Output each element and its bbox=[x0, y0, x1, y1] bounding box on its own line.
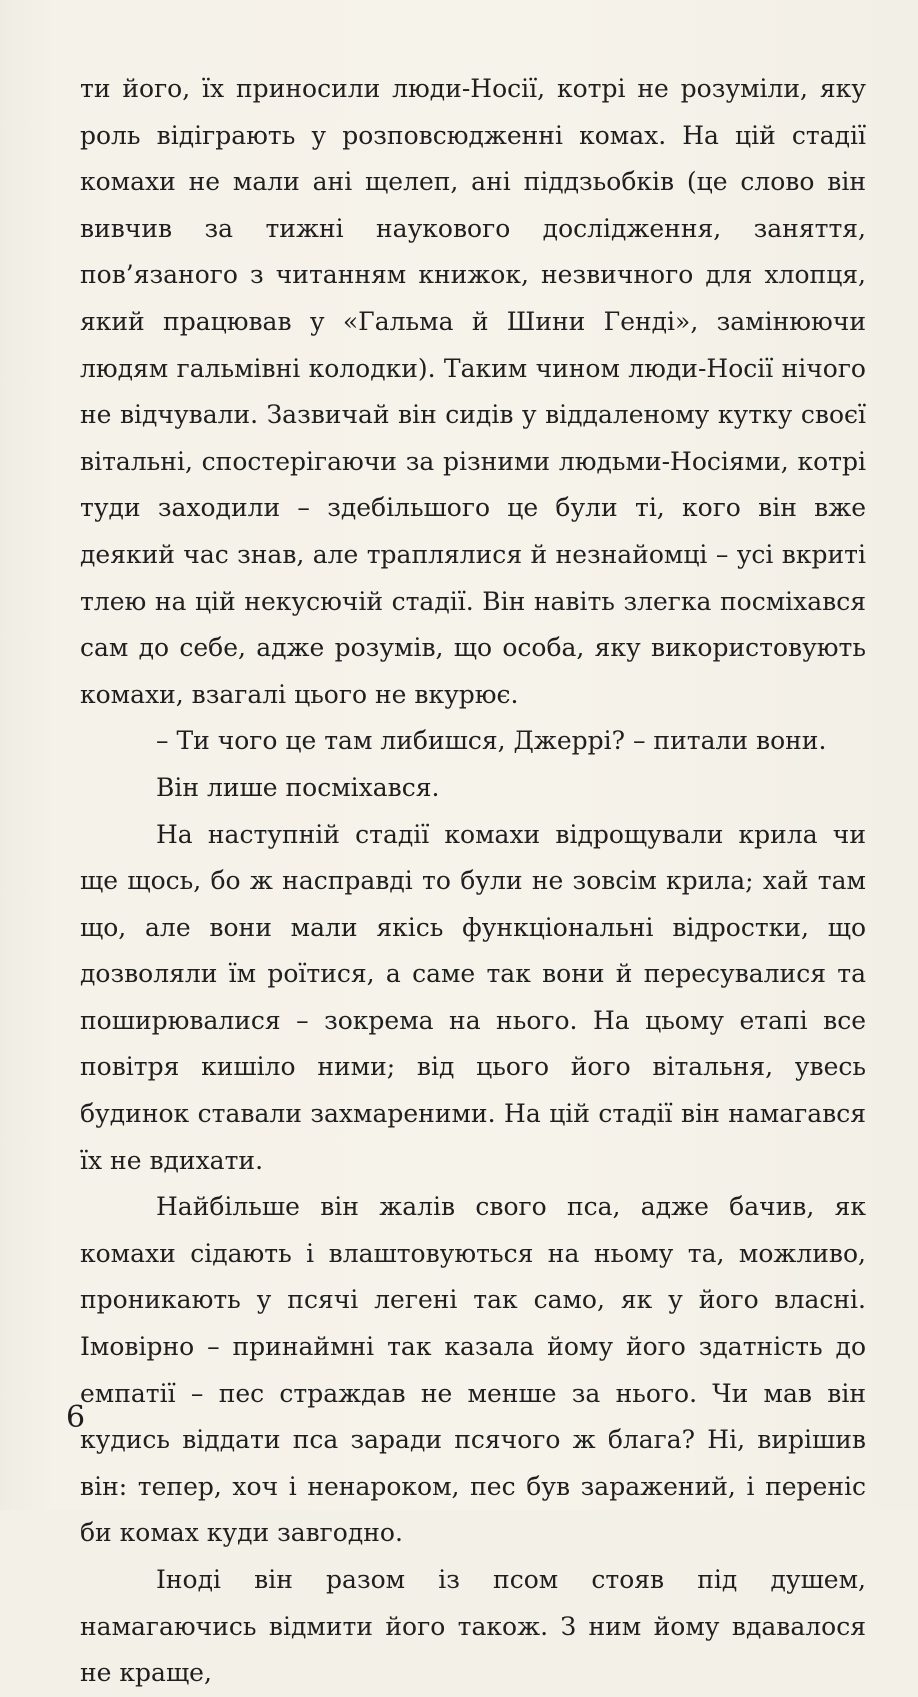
paragraph: На наступній стадії комахи відрощували крила чи ще щось, бо ж насправді то були не зовсім крила; хай там що, але вони мали якісь функціональні відростки, що дозволяли їм роїтися, а саме так вони й пересувалися та поширювалися – зокрема на нього. На цьому етапі все повітря кишіло ними; від цього його вітальня, увесь будинок ставали захмареними. На цій стадії він намагався їх не вдихати. bbox=[80, 819, 866, 1175]
paragraph: – Ти чого це там либишся, Джеррі? – питали вони. bbox=[156, 726, 827, 756]
page-number: 6 bbox=[66, 1400, 86, 1435]
page-body-text bbox=[80, 66, 866, 1697]
paragraph: ти його, їх приносили люди-Носії, котрі не розуміли, яку роль відіграють у розповсюдженні комах. На цій стадії комахи не мали ані щелеп, ані піддзьобків (це слово він вивчив за тижні наукового дослідження, заняття, пов’язаного з читанням книжок, незвичного для хлопця, який працював у «Гальма й Шини Генді», замінюючи людям гальмівні колодки). Таким чином люди-Носії нічого не відчували. Зазвичай він сидів у віддаленому кутку своєї вітальні, спостерігаючи за різними людьми-Носіями, котрі туди заходили – здебільшого це були ті, кого він вже деякий час знав, але траплялися й незнайомці – усі вкриті тлею на цій некусючій стадії. Він навіть злегка посміхався сам до себе, адже розумів, що особа, яку використовують комахи, взагалі цього не вкурює. bbox=[80, 74, 866, 709]
paragraph: Він лише посміхався. bbox=[156, 772, 440, 802]
paragraph: Найбільше він жалів свого пса, адже бачив, як комахи сідають і влаштовуються на ньому та, можливо, проникають у псячі легені так само, як у його власні. Імовірно – принаймні так казала йому його здатність до емпатії – пес страждав не менше за нього. Чи мав він кудись віддати пса заради псячого ж блага? Ні, вирішив він: тепер, хоч і ненароком, пес був заражений, і переніс би комах куди завгодно. bbox=[80, 1192, 866, 1548]
paragraph: Іноді він разом із псом стояв під душем, намагаючись відмити його також. З ним йому вдавалося не краще, bbox=[80, 1565, 866, 1688]
